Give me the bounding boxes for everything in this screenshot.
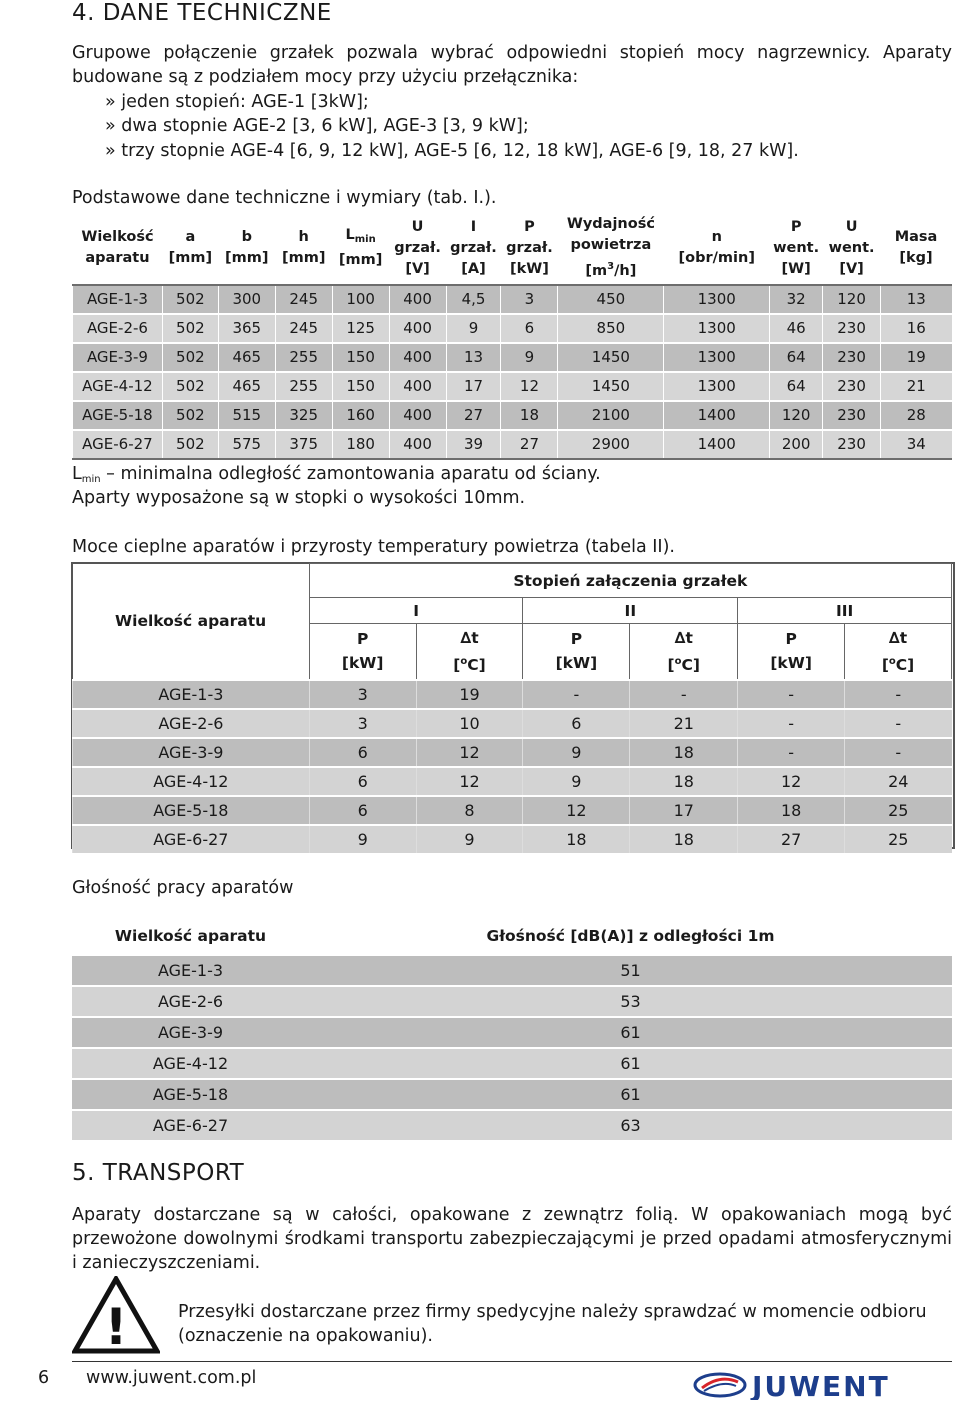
warning-line-2: (oznaczenie na opakowaniu).: [178, 1326, 433, 1346]
transport-line-3: i zanieczyszczeniami.: [72, 1253, 261, 1273]
table-cell: 230: [823, 401, 881, 430]
intro-line-2: budowane są z podziałem mocy przy użyciu przełącznika:: [72, 67, 579, 87]
table-cell: 19: [881, 343, 952, 372]
warning-line-1: Przesyłki dostarczane przez firmy spedycyjne należy sprawdzać w momencie odbioru: [178, 1302, 927, 1322]
table-row: [73, 430, 952, 459]
table-cell: 6: [523, 709, 630, 738]
table-cell: 400: [389, 343, 446, 372]
table-cell: 24: [845, 767, 952, 796]
table-cell: 9: [523, 767, 630, 796]
table-cell: -: [845, 680, 952, 709]
t2-power-header: P [kW]: [523, 624, 630, 680]
table-cell: 3: [501, 285, 558, 314]
table-cell: 180: [332, 430, 389, 459]
table-cell: 255: [275, 343, 332, 372]
th-b: b [mm]: [218, 213, 275, 285]
th-p-fan: P went. [W]: [770, 213, 823, 285]
heat-output-table: [72, 563, 952, 853]
bullet-item: » dwa stopnie AGE-2 [3, 6 kW], AGE-3 [3, 9 kW];: [105, 116, 529, 136]
table-cell: 18: [630, 738, 738, 767]
table-cell: 12: [738, 767, 845, 796]
footer-divider: [72, 1361, 952, 1362]
row-label: AGE-1-3: [73, 680, 310, 709]
table-cell: 230: [823, 343, 881, 372]
table-cell: 1300: [664, 372, 770, 401]
table-row: [73, 825, 952, 853]
table-cell: 400: [389, 285, 446, 314]
bullet-item: » jeden stopień: AGE-1 [3kW];: [105, 92, 369, 112]
page-number: 6: [38, 1368, 50, 1388]
th-h: h [mm]: [275, 213, 332, 285]
table-cell: 63: [309, 1110, 952, 1140]
table-row: [73, 314, 952, 343]
svg-text:!: !: [104, 1298, 128, 1354]
feet-note: Aparty wyposażone są w stopki o wysokości 10mm.: [72, 488, 526, 508]
table-cell: 400: [389, 372, 446, 401]
th-lmin: $L_{min}$ [mm]: [332, 213, 389, 285]
juwent-logo: [692, 1370, 952, 1400]
th-rpm: n [obr/min]: [664, 213, 770, 285]
table-row: [72, 1110, 952, 1140]
table-cell: 2900: [558, 430, 664, 459]
table-cell: 12: [416, 738, 523, 767]
table-cell: 3: [309, 709, 416, 738]
table-cell: -: [845, 709, 952, 738]
th-airflow: Wydajność powietrza $[m^3/h]$: [558, 213, 664, 285]
table-row: [72, 1017, 952, 1048]
table-cell: 8: [416, 796, 523, 825]
row-label: AGE-3-9: [72, 1017, 309, 1048]
row-label: AGE-2-6: [73, 314, 163, 343]
table-cell: 25: [845, 825, 952, 853]
warning-icon: [72, 1276, 160, 1358]
table-row: [73, 709, 952, 738]
table-cell: 51: [309, 955, 952, 986]
table-cell: 1300: [664, 343, 770, 372]
table-cell: 502: [162, 285, 218, 314]
table-cell: -: [738, 680, 845, 709]
table-row: [72, 955, 952, 986]
t2-stage-header: I: [309, 598, 523, 624]
svg-text:JUWENT: JUWENT: [752, 1370, 890, 1400]
table-cell: -: [630, 680, 738, 709]
row-label: AGE-5-18: [72, 1079, 309, 1110]
table-cell: 27: [738, 825, 845, 853]
table-cell: 1400: [664, 401, 770, 430]
th-i-heater: I grzał. [A]: [446, 213, 501, 285]
table-cell: 4,5: [446, 285, 501, 314]
table-cell: 64: [770, 343, 823, 372]
table-cell: 34: [881, 430, 952, 459]
table-cell: -: [738, 738, 845, 767]
table-cell: 100: [332, 285, 389, 314]
t2-group-header: Stopień załączenia grzałek: [309, 564, 951, 598]
table-cell: 1300: [664, 285, 770, 314]
t2-delta-t-header: ∆t [$^o$C]: [845, 624, 952, 680]
transport-line-2: przewożone dowolnymi środkami transportu zabezpieczającymi je przed opadami atmosferycznymi: [72, 1229, 952, 1249]
table-cell: 17: [630, 796, 738, 825]
table-cell: 61: [309, 1079, 952, 1110]
table-row: [72, 986, 952, 1017]
table-cell: -: [845, 738, 952, 767]
table-row: [73, 680, 952, 709]
row-label: AGE-2-6: [73, 709, 310, 738]
table-cell: 502: [162, 372, 218, 401]
table-row: [73, 285, 952, 314]
table-cell: 230: [823, 372, 881, 401]
table-cell: 19: [416, 680, 523, 709]
t2-power-header: P [kW]: [309, 624, 416, 680]
table-cell: 465: [218, 343, 275, 372]
table-cell: 1450: [558, 372, 664, 401]
section-4-title: 4. DANE TECHNICZNE: [72, 0, 332, 26]
th-mass: Masa [kg]: [881, 213, 952, 285]
noise-caption: Głośność pracy aparatów: [72, 878, 294, 898]
table-cell: 32: [770, 285, 823, 314]
table-cell: 61: [309, 1017, 952, 1048]
table-cell: 25: [845, 796, 952, 825]
table-cell: 450: [558, 285, 664, 314]
table-cell: 13: [446, 343, 501, 372]
table-cell: 160: [332, 401, 389, 430]
table-cell: 18: [630, 825, 738, 853]
table-cell: 16: [881, 314, 952, 343]
table-cell: 21: [881, 372, 952, 401]
t3-size-header: Wielkość aparatu: [72, 918, 309, 955]
table-cell: 18: [738, 796, 845, 825]
table-cell: 465: [218, 372, 275, 401]
th-u-heater: U grzał. [V]: [389, 213, 446, 285]
table-cell: 6: [501, 314, 558, 343]
lmin-note: $L_{min}$ – minimalna odległość zamontowania aparatu od ściany.: [72, 464, 601, 485]
table-cell: 120: [823, 285, 881, 314]
table-row: [73, 401, 952, 430]
table-cell: 1300: [664, 314, 770, 343]
table-cell: 325: [275, 401, 332, 430]
table-cell: 365: [218, 314, 275, 343]
table-cell: 9: [416, 825, 523, 853]
table-cell: 64: [770, 372, 823, 401]
row-label: AGE-6-27: [72, 1110, 309, 1140]
table-cell: 502: [162, 314, 218, 343]
table-cell: 3: [309, 680, 416, 709]
row-label: AGE-4-12: [72, 1048, 309, 1079]
noise-table: [72, 918, 952, 1140]
table-cell: 255: [275, 372, 332, 401]
table-cell: 18: [501, 401, 558, 430]
table-cell: 12: [523, 796, 630, 825]
table-cell: 1400: [664, 430, 770, 459]
row-label: AGE-5-18: [73, 796, 310, 825]
table-cell: 230: [823, 430, 881, 459]
table-row: [73, 767, 952, 796]
table-cell: 245: [275, 314, 332, 343]
table1-header-row: [73, 213, 952, 285]
table-cell: 200: [770, 430, 823, 459]
table-cell: 400: [389, 430, 446, 459]
row-label: AGE-4-12: [73, 767, 310, 796]
table-cell: 13: [881, 285, 952, 314]
row-label: AGE-1-3: [73, 285, 163, 314]
row-label: AGE-6-27: [73, 430, 163, 459]
bullet-item: » trzy stopnie AGE-4 [6, 9, 12 kW], AGE-5 [6, 12, 18 kW], AGE-6 [9, 18, 27 kW].: [105, 141, 799, 161]
table-cell: 502: [162, 430, 218, 459]
table-row: [73, 372, 952, 401]
t2-power-header: P [kW]: [738, 624, 845, 680]
row-label: AGE-3-9: [73, 343, 163, 372]
table-cell: 6: [309, 767, 416, 796]
table-cell: 46: [770, 314, 823, 343]
row-label: AGE-1-3: [72, 955, 309, 986]
t2-size-header: Wielkość aparatu: [73, 564, 310, 680]
table-cell: 400: [389, 401, 446, 430]
table2-caption: Moce cieplne aparatów i przyrosty temperatury powietrza (tabela II).: [72, 537, 675, 557]
table-cell: 9: [523, 738, 630, 767]
table-cell: 515: [218, 401, 275, 430]
row-label: AGE-4-12: [73, 372, 163, 401]
table-row: [73, 343, 952, 372]
table-row: [73, 738, 952, 767]
table-cell: 850: [558, 314, 664, 343]
table-cell: 6: [309, 796, 416, 825]
table-cell: 2100: [558, 401, 664, 430]
row-label: AGE-6-27: [73, 825, 310, 853]
table-cell: -: [523, 680, 630, 709]
table-cell: 150: [332, 343, 389, 372]
th-size: Wielkość aparatu: [73, 213, 163, 285]
t2-stage-header: II: [523, 598, 738, 624]
table-cell: -: [738, 709, 845, 738]
table-cell: 18: [630, 767, 738, 796]
table-cell: 125: [332, 314, 389, 343]
table-cell: 12: [501, 372, 558, 401]
table-cell: 12: [416, 767, 523, 796]
table-cell: 502: [162, 401, 218, 430]
table-cell: 53: [309, 986, 952, 1017]
th-u-fan: U went. [V]: [823, 213, 881, 285]
table-cell: 6: [309, 738, 416, 767]
table-cell: 9: [309, 825, 416, 853]
t3-noise-header: Głośność [dB(A)] z odległości 1m: [309, 918, 952, 955]
table-cell: 375: [275, 430, 332, 459]
table-cell: 28: [881, 401, 952, 430]
t2-delta-t-header: ∆t [$^o$C]: [630, 624, 738, 680]
table-cell: 120: [770, 401, 823, 430]
t2-delta-t-header: ∆t [$^o$C]: [416, 624, 523, 680]
table-cell: 17: [446, 372, 501, 401]
table-cell: 9: [446, 314, 501, 343]
table-cell: 150: [332, 372, 389, 401]
section-5-title: 5. TRANSPORT: [72, 1160, 245, 1186]
table-row: [72, 1079, 952, 1110]
table-cell: 18: [523, 825, 630, 853]
table-row: [73, 796, 952, 825]
table-cell: 27: [501, 430, 558, 459]
footer-url[interactable]: www.juwent.com.pl: [86, 1368, 257, 1388]
table-cell: 10: [416, 709, 523, 738]
th-a: a [mm]: [162, 213, 218, 285]
table-cell: 575: [218, 430, 275, 459]
table-cell: 1450: [558, 343, 664, 372]
th-p-heater: P grzał. [kW]: [501, 213, 558, 285]
table1-caption: Podstawowe dane techniczne i wymiary (tab. I.).: [72, 188, 497, 208]
table-cell: 39: [446, 430, 501, 459]
table-cell: 502: [162, 343, 218, 372]
row-label: AGE-2-6: [72, 986, 309, 1017]
table-cell: 230: [823, 314, 881, 343]
table-cell: 27: [446, 401, 501, 430]
table-row: [72, 1048, 952, 1079]
table-cell: 61: [309, 1048, 952, 1079]
intro-line-1: Grupowe połączenie grzałek pozwala wybrać odpowiedni stopień mocy nagrzewnicy. Aparaty: [72, 43, 952, 63]
row-label: AGE-3-9: [73, 738, 310, 767]
table-cell: 9: [501, 343, 558, 372]
table-cell: 21: [630, 709, 738, 738]
technical-data-table: [72, 212, 952, 460]
table-cell: 300: [218, 285, 275, 314]
transport-line-1: Aparaty dostarczane są w całości, opakowane z zewnątrz folią. W opakowaniach mogą być: [72, 1205, 952, 1225]
table-cell: 400: [389, 314, 446, 343]
table-cell: 245: [275, 285, 332, 314]
row-label: AGE-5-18: [73, 401, 163, 430]
t2-stage-header: III: [738, 598, 952, 624]
